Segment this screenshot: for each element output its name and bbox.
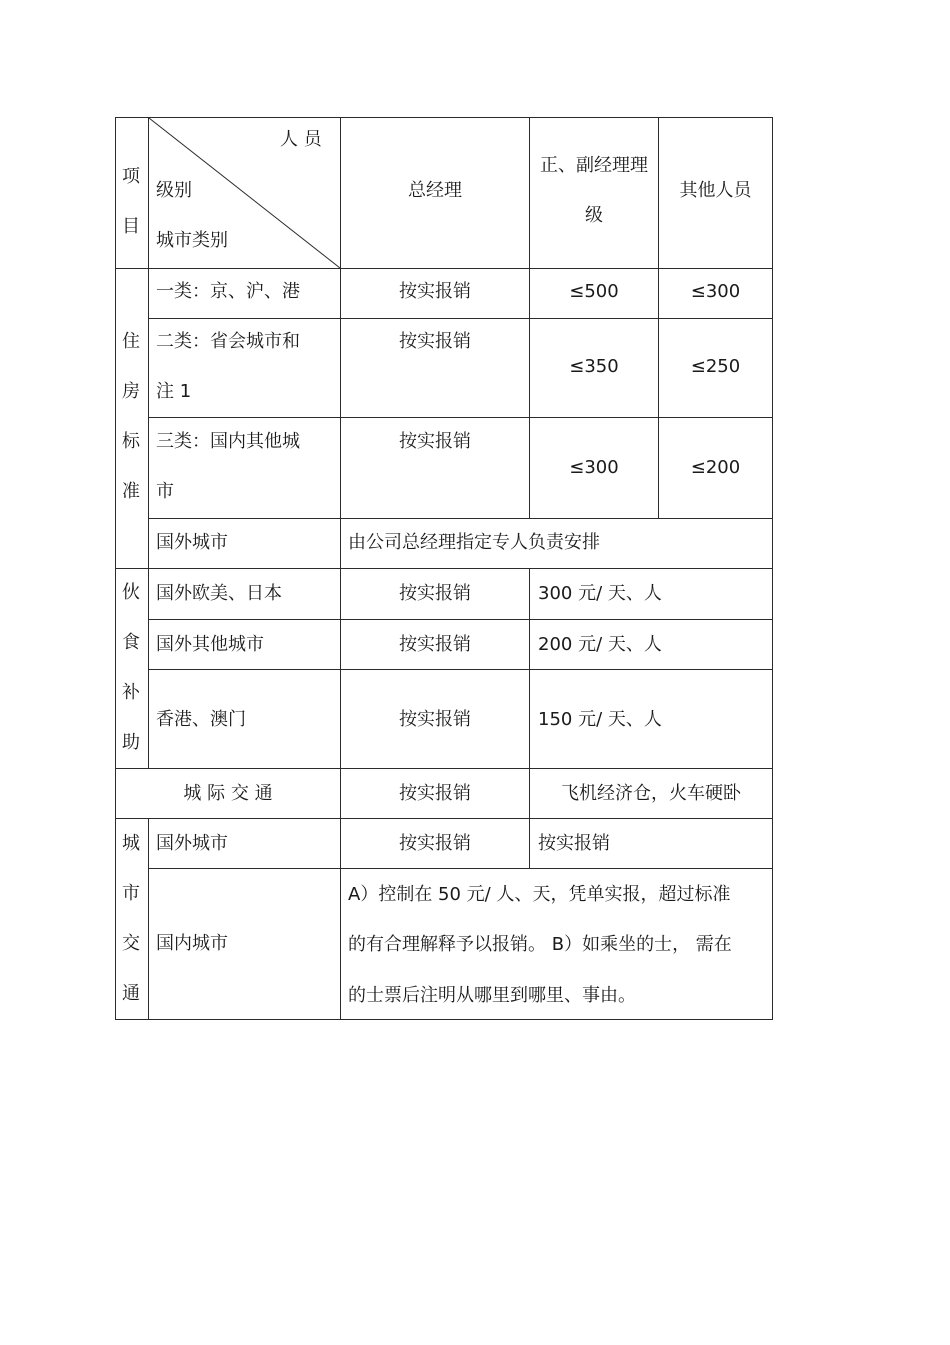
housing-standard-label: 住 房 标 准: [122, 331, 140, 502]
housing-row2-city-line1: 二类：省会城市和: [156, 331, 300, 352]
meal-row3-city: 香港、澳门: [156, 709, 246, 730]
header-general-manager: 总经理: [408, 180, 462, 201]
housing-row2-city-line2: 注 1: [156, 381, 192, 402]
diag-header-level: 级别: [156, 180, 192, 201]
housing-row4-city: 国外城市: [156, 532, 228, 553]
intercity-transport-label: 城 际 交 通: [183, 783, 273, 804]
meal-row2-city: 国外其他城市: [156, 634, 264, 655]
meal-row1-gm: 按实报销: [399, 583, 471, 604]
city-transport-row1-city: 国外城市: [156, 833, 228, 854]
diag-header-city-category: 城市类别: [156, 230, 228, 251]
meal-row2-gm: 按实报销: [399, 634, 471, 655]
header-deputy-manager-line1: 正、副经理理: [540, 155, 648, 176]
meal-allowance-label: 伙 食 补 助: [122, 582, 140, 753]
housing-row4-arrangement: 由公司总经理指定专人负责安排: [348, 532, 600, 553]
city-transport-label: 城 市 交 通: [122, 833, 140, 1004]
housing-row3-deputy: ≤300: [569, 457, 619, 478]
city-transport-row2-city: 国内城市: [156, 933, 228, 954]
housing-row1-gm: 按实报销: [399, 281, 471, 302]
housing-row3-gm: 按实报销: [399, 431, 471, 452]
city-transport-row1-gm: 按实报销: [399, 833, 471, 854]
city-transport-row2-rule-line1: A）控制在 50 元/ 人、天，凭单实报，超过标准: [348, 884, 731, 905]
intercity-transport-rule: 飞机经济仓，火车硬卧: [561, 783, 741, 804]
meal-row1-rate: 300 元/ 天、人: [538, 583, 662, 604]
meal-row3-gm: 按实报销: [399, 709, 471, 730]
housing-row2-gm: 按实报销: [399, 331, 471, 352]
housing-row1-others: ≤300: [690, 281, 741, 302]
housing-row3-city-line2: 市: [156, 481, 174, 502]
item-column-header: 项 目: [122, 166, 140, 237]
housing-row3-city-line1: 三类：国内其他城: [156, 431, 300, 452]
header-other-staff: 其他人员: [679, 180, 752, 201]
diag-header-personnel: 人 员: [280, 129, 322, 150]
housing-row2-others: ≤250: [690, 356, 741, 377]
housing-row2-deputy: ≤350: [569, 356, 619, 377]
city-transport-row2-rule-line3: 的士票后注明从哪里到哪里、事由。: [348, 985, 636, 1006]
housing-row3-others: ≤200: [690, 457, 741, 478]
meal-row3-rate: 150 元/ 天、人: [538, 709, 662, 730]
city-transport-row2-rule-line2: 的有合理解释予以报销。 B）如乘坐的士， 需在: [348, 934, 732, 955]
housing-row1-city: 一类：京、沪、港: [156, 281, 300, 302]
meal-row2-rate: 200 元/ 天、人: [538, 634, 662, 655]
header-deputy-manager-line2: 级: [585, 205, 603, 226]
housing-row1-deputy: ≤500: [569, 281, 619, 302]
meal-row1-city: 国外欧美、日本: [156, 583, 282, 604]
intercity-transport-gm: 按实报销: [399, 783, 471, 804]
city-transport-row1-rule: 按实报销: [538, 833, 610, 854]
